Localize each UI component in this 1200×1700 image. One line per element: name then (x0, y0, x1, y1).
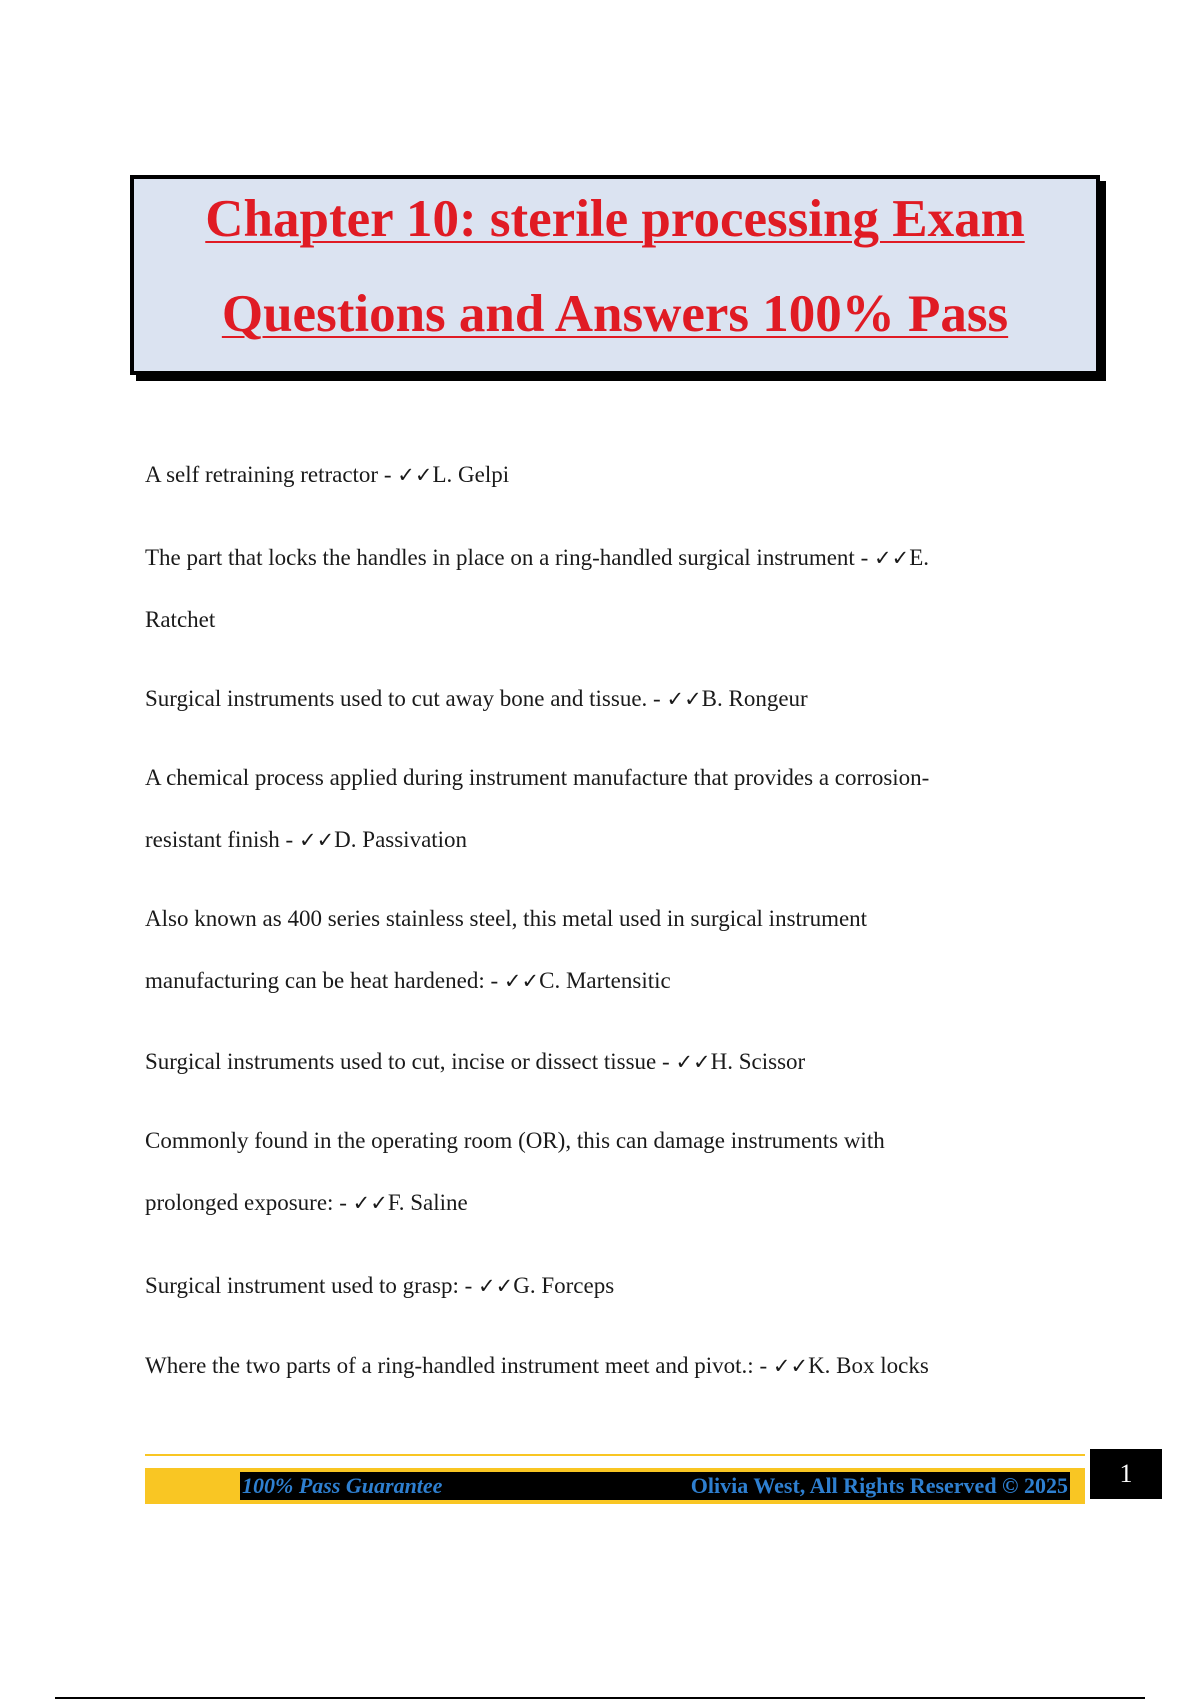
qa-item: Surgical instruments used to cut away bone and tissue. - ✓✓B. Rongeur (145, 686, 808, 711)
answer-text: C. Martensitic (539, 968, 671, 993)
qa-item: Surgical instruments used to cut, incise or dissect tissue - ✓✓H. Scissor (145, 1049, 806, 1074)
qa-item: Commonly found in the operating room (OR), this can damage instruments with prolonged exposure: - ✓✓F. Saline (145, 1128, 885, 1215)
qa-item: A chemical process applied during instrument manufacture that provides a corrosion- resistant finish - ✓✓D. Passivation (145, 765, 930, 852)
question-text: Surgical instruments used to cut away bone and tissue. (145, 686, 648, 711)
check-mark-icon: ✓✓ (675, 1050, 711, 1074)
qa-item: A self retraining retractor - ✓✓L. Gelpi (145, 462, 510, 487)
question-text-continued: prolonged exposure: (145, 1190, 334, 1215)
check-mark-icon: ✓✓ (873, 546, 910, 570)
footer-guarantee-text: 100% Pass Guarantee (242, 1473, 443, 1498)
bottom-divider (55, 1697, 1145, 1699)
check-mark-icon: ✓✓ (352, 1191, 388, 1215)
answer-text: H. Scissor (710, 1049, 806, 1074)
qa-item: Also known as 400 series stainless steel, this metal used in surgical instrument manufacturing can be heat hardened: - ✓✓C. Martensitic (145, 906, 868, 993)
answer-text: D. Passivation (334, 827, 468, 852)
qa-item: Where the two parts of a ring-handled instrument meet and pivot.: - ✓✓K. Box locks (145, 1353, 929, 1378)
question-text: Surgical instruments used to cut, incise or dissect tissue (145, 1049, 657, 1074)
question-text: Also known as 400 series stainless steel, this metal used in surgical instrument (145, 906, 868, 931)
page-number: 1 (1090, 1449, 1162, 1499)
question-text: Surgical instrument used to grasp: (145, 1273, 459, 1298)
question-text: Where the two parts of a ring-handled instrument meet and pivot.: (145, 1353, 754, 1378)
check-mark-icon: ✓✓ (503, 969, 540, 993)
qa-item: The part that locks the handles in place on a ring-handled surgical instrument - ✓✓E. Ratchet (145, 527, 1080, 651)
check-mark-icon: ✓✓ (772, 1354, 809, 1378)
footer-divider (145, 1454, 1085, 1456)
answer-text: G. Forceps (513, 1273, 615, 1298)
answer-text: F. Saline (387, 1190, 468, 1215)
footer-copyright-text: Olivia West, All Rights Reserved © 2025 (690, 1473, 1068, 1498)
question-text-continued: manufacturing can be heat hardened: (145, 968, 485, 993)
question-text: A chemical process applied during instrument manufacture that provides a corrosion- (145, 765, 930, 790)
check-mark-icon: ✓✓ (397, 463, 433, 487)
check-mark-icon: ✓✓ (666, 687, 702, 711)
answer-text: B. Rongeur (701, 686, 808, 711)
answer-text-continued: Ratchet (145, 607, 216, 632)
question-text: Commonly found in the operating room (OR), this can damage instruments with (145, 1128, 885, 1153)
question-text-continued: resistant finish (145, 827, 280, 852)
answer-text: E. (909, 545, 929, 570)
answer-text: K. Box locks (808, 1353, 929, 1378)
qa-item: Surgical instrument used to grasp: - ✓✓G. Forceps (145, 1273, 615, 1298)
question-text: The part that locks the handles in place on a ring-handled surgical instrument (145, 545, 855, 570)
question-text: A self retraining retractor (145, 462, 379, 487)
title-line-1: Chapter 10: sterile processing Exam (205, 190, 1025, 248)
check-mark-icon: ✓✓ (298, 828, 335, 852)
check-mark-icon: ✓✓ (478, 1274, 514, 1298)
title-box (130, 175, 1100, 375)
answer-text: L. Gelpi (432, 462, 510, 487)
title-line-2: Questions and Answers 100% Pass (221, 285, 1009, 343)
